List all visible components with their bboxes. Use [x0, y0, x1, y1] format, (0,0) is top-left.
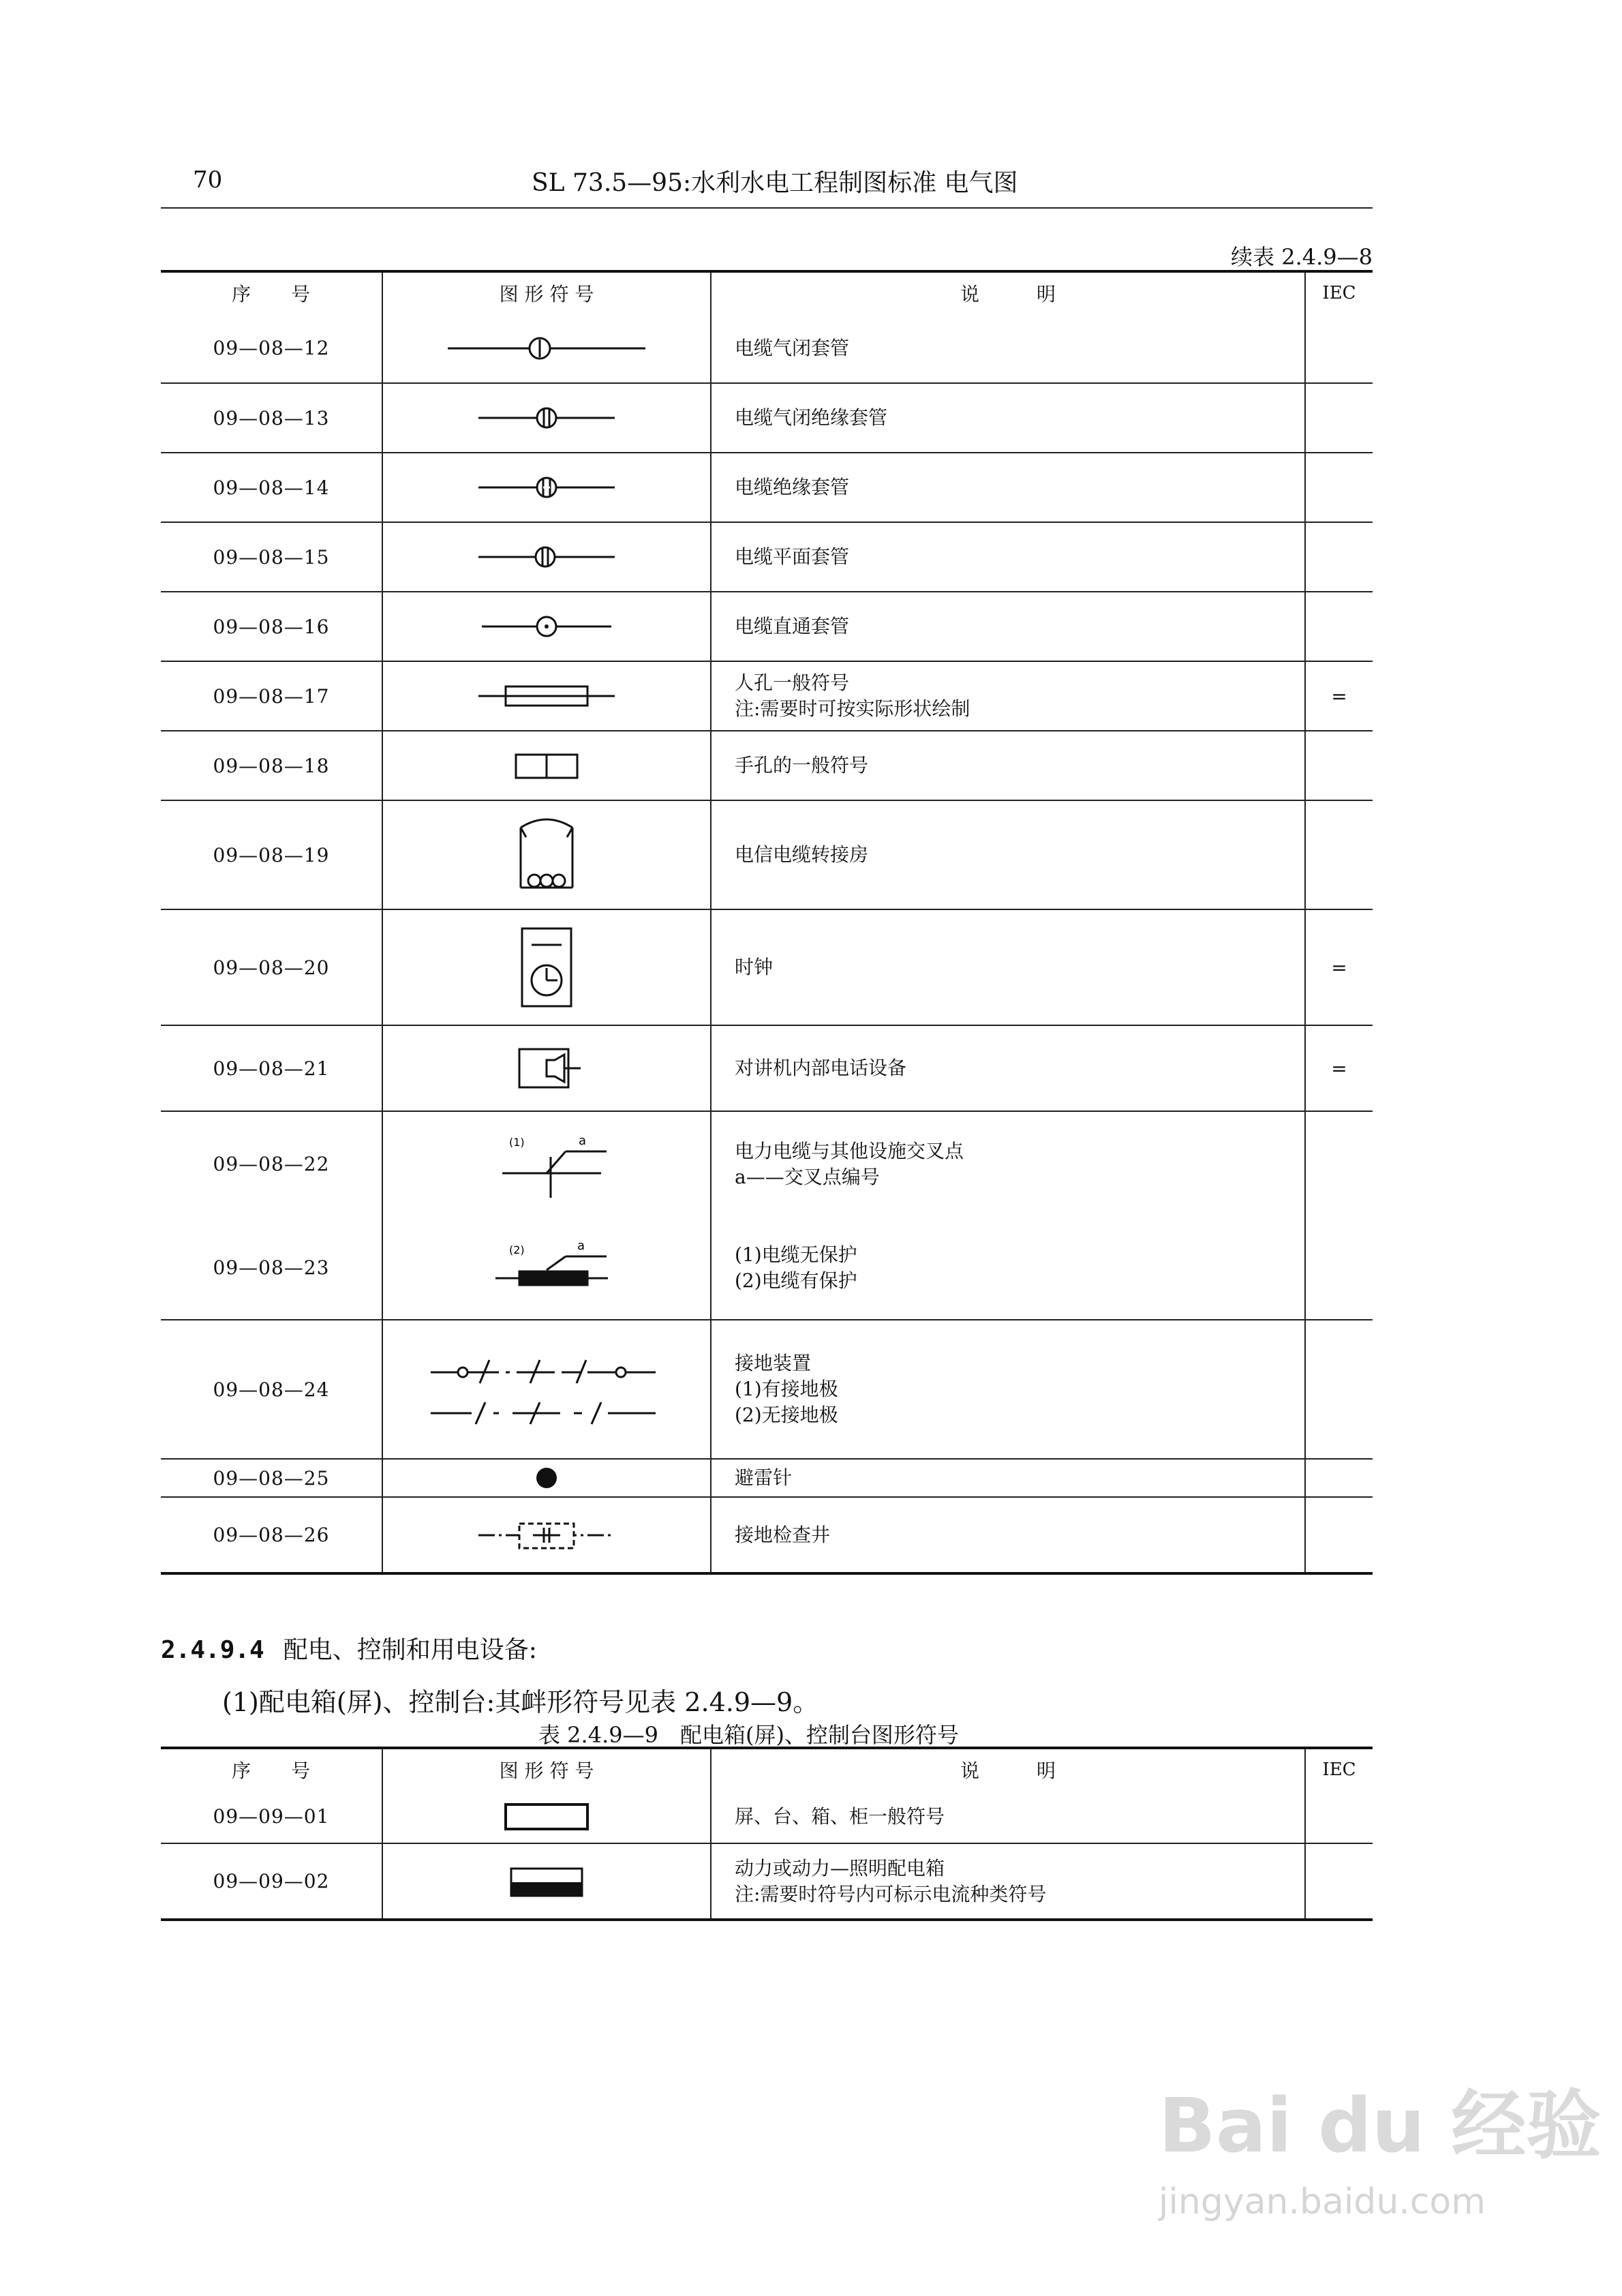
row-number: 09—09—01: [161, 1790, 382, 1843]
description-cell: 电缆绝缘套管: [711, 453, 1305, 522]
header-symbol: 图 形 符 号: [382, 1748, 711, 1790]
iec-cell: [1305, 1497, 1373, 1573]
power-distribution-box-icon: [444, 1858, 649, 1905]
cable-straight-through-sleeve-icon: [444, 609, 649, 644]
table-row: [161, 1497, 1373, 1573]
telecom-cable-junction-room-icon: [444, 814, 649, 896]
symbol-cell: [382, 661, 711, 731]
table-row: [161, 1790, 1373, 1843]
table-row: [161, 1320, 1373, 1459]
manhole-symbol-icon: [444, 676, 649, 716]
description-cell: 电缆气闭绝缘套管: [711, 383, 1305, 453]
header-no: 序 号: [161, 271, 382, 314]
table-row: [161, 1216, 1373, 1320]
iec-cell: [1305, 1843, 1373, 1920]
iec-cell: [1305, 1216, 1373, 1320]
row-number: 09—08—17: [161, 661, 382, 731]
table-row: [161, 731, 1373, 800]
handhole-symbol-icon: [444, 745, 649, 786]
lightning-rod-icon: [444, 1463, 649, 1493]
symbol-cell: [382, 909, 711, 1025]
svg-text:(2): (2): [509, 1243, 525, 1256]
iec-cell: [1305, 1111, 1373, 1216]
description-cell: 电缆气闭套管: [711, 314, 1305, 383]
table-row: [161, 592, 1373, 661]
symbol-cell: [382, 731, 711, 800]
table-row: [161, 453, 1373, 522]
cable-flat-sleeve-icon: [444, 540, 649, 574]
header-no: 序 号: [161, 1748, 382, 1790]
iec-cell: [1305, 1790, 1373, 1843]
symbol-cell: [382, 1790, 711, 1843]
cable-crossing-unprotected-icon: [444, 1127, 649, 1202]
iec-cell: [1305, 592, 1373, 661]
iec-cell: [1305, 522, 1373, 592]
section-heading: [161, 1631, 537, 1665]
description-cell: 动力或动力—照明配电箱 注:需要时符号内可标示电流种类符号: [711, 1843, 1305, 1920]
description-cell: 电缆平面套管: [711, 522, 1305, 592]
table-row: [161, 314, 1373, 383]
description-cell: 手孔的一般符号: [711, 731, 1305, 800]
table-row: [161, 1843, 1373, 1920]
clock-icon: [444, 923, 649, 1012]
svg-text:(1): (1): [509, 1135, 525, 1149]
table-header-row: [161, 1748, 1373, 1790]
symbol-cell: [382, 1320, 711, 1459]
symbol-cell: [382, 1025, 711, 1111]
iec-cell: [1305, 453, 1373, 522]
table-row: [161, 661, 1373, 731]
symbol-cell: [382, 453, 711, 522]
header-rule: [161, 207, 1373, 209]
header-description: 说 明: [711, 1748, 1305, 1790]
cable-crossing-protected-icon: [444, 1230, 649, 1305]
iec-cell: =: [1305, 661, 1373, 731]
section-title: 配电、控制和用电设备:: [283, 1636, 537, 1664]
row-number: 09—09—02: [161, 1843, 382, 1920]
symbol-cell: [382, 592, 711, 661]
description-cell: (1)电缆无保护 (2)电缆有保护: [711, 1216, 1305, 1320]
row-number: 09—08—22: [161, 1111, 382, 1216]
symbol-cell: [382, 522, 711, 592]
cable-gas-tight-sleeve-icon: [444, 331, 649, 365]
table-caption: 表 2.4.9—9 配电箱(屏)、控制台图形符号: [538, 1722, 959, 1748]
symbol-cell: [382, 383, 711, 453]
row-number: 09—08—15: [161, 522, 382, 592]
row-number: 09—08—26: [161, 1497, 382, 1573]
grounding-inspection-well-icon: [444, 1511, 649, 1559]
table-header-row: [161, 271, 1373, 314]
symbol-cell: [382, 1111, 711, 1216]
running-title: SL 73.5—95:水利水电工程制图标准 电气图: [532, 169, 1018, 197]
table-row: [161, 1025, 1373, 1111]
row-number: 09—08—24: [161, 1320, 382, 1459]
iec-cell: [1305, 383, 1373, 453]
iec-cell: [1305, 1459, 1373, 1497]
iec-cell: [1305, 1320, 1373, 1459]
header-description: 说 明: [711, 271, 1305, 314]
description-cell: 时钟: [711, 909, 1305, 1025]
iec-cell: [1305, 800, 1373, 909]
symbol-cell: [382, 1216, 711, 1320]
description-cell: 电缆直通套管: [711, 592, 1305, 661]
row-number: 09—08—16: [161, 592, 382, 661]
header-symbol: 图 形 符 号: [382, 271, 711, 314]
row-number: 09—08—14: [161, 453, 382, 522]
row-number: 09—08—20: [161, 909, 382, 1025]
symbol-cell: [382, 1459, 711, 1497]
row-number: 09—08—23: [161, 1216, 382, 1320]
row-number: 09—08—21: [161, 1025, 382, 1111]
description-cell: 避雷针: [711, 1459, 1305, 1497]
symbol-table-2-4-9-8: [161, 270, 1373, 1575]
table-row: [161, 383, 1373, 453]
description-cell: 接地装置 (1)有接地极 (2)无接地极: [711, 1320, 1305, 1459]
iec-cell: =: [1305, 1025, 1373, 1111]
iec-cell: =: [1305, 909, 1373, 1025]
table-row: [161, 522, 1373, 592]
page-number: 70: [193, 166, 223, 194]
row-number: 09—08—18: [161, 731, 382, 800]
cable-gas-tight-insulated-sleeve-icon: [444, 401, 649, 435]
symbol-cell: [382, 800, 711, 909]
section-number: 2.4.9.4: [161, 1636, 264, 1664]
header-iec: IEC: [1322, 1759, 1356, 1780]
iec-cell: [1305, 731, 1373, 800]
iec-cell: [1305, 314, 1373, 383]
panel-cabinet-general-icon: [444, 1798, 649, 1836]
section-paragraph: (1)配电箱(屏)、控制台:其衅形符号见表 2.4.9—9。: [222, 1687, 819, 1717]
row-number: 09—08—12: [161, 314, 382, 383]
symbol-table-2-4-9-9: [161, 1747, 1373, 1921]
cable-insulated-sleeve-icon: [444, 470, 649, 504]
symbol-cell: [382, 314, 711, 383]
description-cell: 电力电缆与其他设施交叉点 a——交叉点编号: [711, 1111, 1305, 1216]
grounding-device-icon: [403, 1338, 690, 1440]
table-row: [161, 909, 1373, 1025]
symbol-cell: [382, 1497, 711, 1573]
table-row: [161, 800, 1373, 909]
symbol-cell: [382, 1843, 711, 1920]
row-number: 09—08—19: [161, 800, 382, 909]
description-cell: 人孔一般符号 注:需要时可按实际形状绘制: [711, 661, 1305, 731]
table-row: [161, 1459, 1373, 1497]
description-cell: 对讲机内部电话设备: [711, 1025, 1305, 1111]
description-cell: 接地检查井: [711, 1497, 1305, 1573]
header-iec: IEC: [1322, 283, 1356, 303]
continued-table-label: 续表 2.4.9—8: [1231, 244, 1373, 270]
baidu-watermark-logo: Bai du 经验: [1159, 2082, 1602, 2169]
row-number: 09—08—25: [161, 1459, 382, 1497]
svg-text:a: a: [579, 1133, 587, 1148]
intercom-telephone-icon: [444, 1041, 649, 1096]
description-cell: 电信电缆转接房: [711, 800, 1305, 909]
baidu-watermark-url: jingyan.baidu.com: [1159, 2181, 1486, 2222]
description-cell: 屏、台、箱、柜一般符号: [711, 1790, 1305, 1843]
table-row: [161, 1111, 1373, 1216]
row-number: 09—08—13: [161, 383, 382, 453]
svg-text:a: a: [577, 1238, 585, 1253]
